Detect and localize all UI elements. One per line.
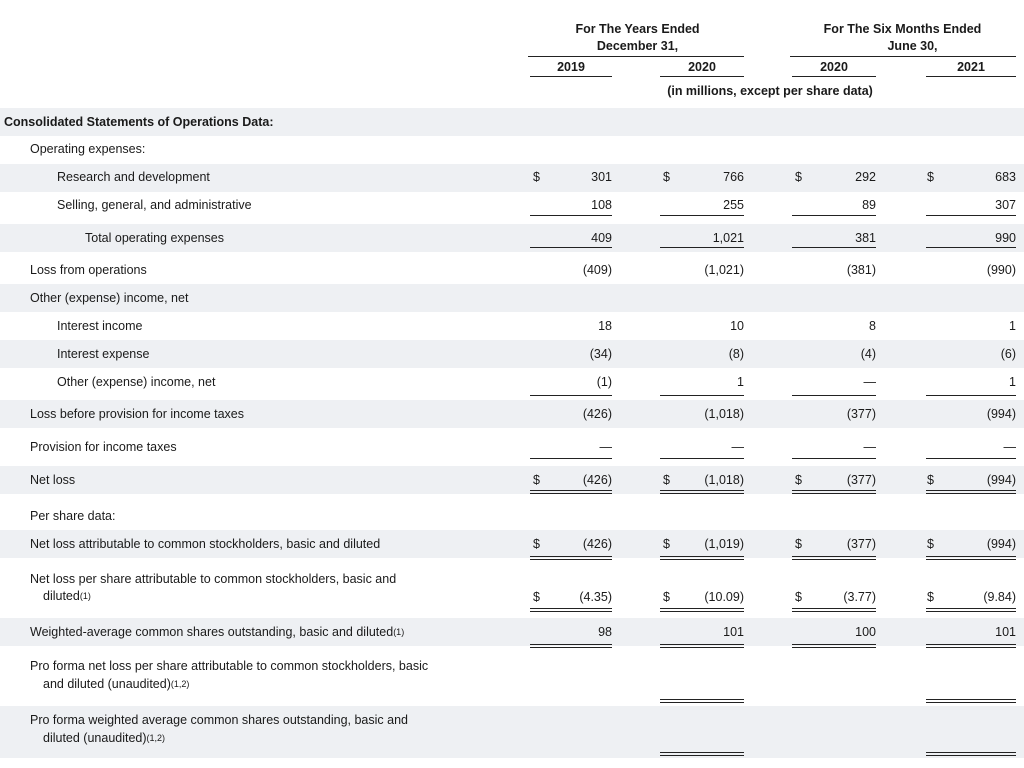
row-label-other-header: Other (expense) income, net <box>30 291 189 305</box>
table-cell: (1,018) <box>704 473 744 487</box>
underline <box>792 215 876 216</box>
dollar-sign: $ <box>663 170 670 184</box>
dollar-sign: $ <box>795 537 802 551</box>
double-underline <box>926 699 1016 703</box>
double-underline <box>792 644 876 648</box>
table-cell: (6) <box>1000 347 1016 361</box>
years-header-line2: December 31, <box>596 39 679 53</box>
table-cell: (377) <box>846 407 876 421</box>
dollar-sign: $ <box>663 473 670 487</box>
col-rule-2019 <box>530 76 612 77</box>
row-label-loss-from-ops: Loss from operations <box>30 263 147 277</box>
underline <box>926 215 1016 216</box>
col-header-2021: 2021 <box>957 60 985 74</box>
table-cell: 409 <box>591 231 612 245</box>
dollar-sign: $ <box>795 473 802 487</box>
double-underline <box>926 556 1016 560</box>
table-cell: (426) <box>582 473 612 487</box>
dollar-sign: $ <box>533 590 540 604</box>
table-cell: 18 <box>598 319 612 333</box>
underline <box>660 395 744 396</box>
double-underline <box>660 699 744 703</box>
dollar-sign: $ <box>927 473 934 487</box>
table-cell: (426) <box>582 407 612 421</box>
double-underline <box>660 644 744 648</box>
row-label-other-net: Other (expense) income, net <box>57 375 216 389</box>
row-label-operating-expenses: Operating expenses: <box>30 142 146 156</box>
row-label-net-loss: Net loss <box>30 473 76 487</box>
table-cell: 1 <box>1009 319 1016 333</box>
row-label-pro-forma-shares-cont <box>43 731 165 746</box>
col-header-2020-year: 2020 <box>688 60 716 74</box>
col-header-2019: 2019 <box>557 60 585 74</box>
underline <box>530 215 612 216</box>
years-header-rule <box>528 56 744 57</box>
table-cell: — <box>1003 440 1016 454</box>
footnote-ref: (1) <box>79 591 91 601</box>
table-cell: 100 <box>855 625 876 639</box>
double-underline <box>792 490 876 494</box>
double-underline <box>926 490 1016 494</box>
section-title: Consolidated Statements of Operations Data: <box>4 115 274 129</box>
underline <box>926 247 1016 248</box>
dollar-sign: $ <box>663 537 670 551</box>
row-label-interest-income: Interest income <box>57 319 143 333</box>
row-label-pro-forma-loss-line2: and diluted (unaudited) <box>43 677 171 691</box>
col-rule-2021 <box>926 76 1016 77</box>
table-cell: 381 <box>855 231 876 245</box>
row-label-loss-before-tax: Loss before provision for income taxes <box>30 407 244 421</box>
footnote-ref: (1) <box>393 627 405 637</box>
table-cell: (990) <box>986 263 1016 277</box>
table-cell: 292 <box>855 170 876 184</box>
table-cell: (994) <box>986 537 1016 551</box>
double-underline <box>660 556 744 560</box>
double-underline <box>792 608 876 612</box>
double-underline <box>530 490 612 494</box>
dollar-sign: $ <box>927 537 934 551</box>
dollar-sign: $ <box>533 170 540 184</box>
double-underline <box>530 608 612 612</box>
row-label-net-loss-attr: Net loss attributable to common stockholders, basic and diluted <box>30 537 381 551</box>
double-underline <box>926 608 1016 612</box>
underline <box>530 247 612 248</box>
table-cell: 10 <box>730 319 744 333</box>
dollar-sign: $ <box>927 590 934 604</box>
row-label-pro-forma-loss-cont <box>43 677 189 692</box>
table-cell: 990 <box>995 231 1016 245</box>
table-cell: — <box>731 440 744 454</box>
years-header-line1: For The Years Ended <box>575 22 700 36</box>
col-rule-2020-six <box>792 76 876 77</box>
table-cell: (9.84) <box>983 590 1016 604</box>
table-cell: (8) <box>728 347 744 361</box>
footnote-ref: (1,2) <box>170 679 190 689</box>
double-underline <box>926 644 1016 648</box>
underline <box>926 458 1016 459</box>
underline <box>530 458 612 459</box>
table-cell: 307 <box>995 198 1016 212</box>
table-cell: (994) <box>986 407 1016 421</box>
double-underline <box>792 556 876 560</box>
table-cell: (994) <box>986 473 1016 487</box>
underline <box>530 395 612 396</box>
row-label-net-loss-per-share: Net loss per share attributable to common stockholders, basic and <box>30 572 397 586</box>
table-cell: (1) <box>596 375 612 389</box>
dollar-sign: $ <box>795 590 802 604</box>
underline <box>792 395 876 396</box>
col-header-2020-six: 2020 <box>820 60 848 74</box>
table-cell: (34) <box>589 347 612 361</box>
row-label-pro-forma-loss: Pro forma net loss per share attributable to common stockholders, basic <box>30 659 429 673</box>
table-cell: (1,018) <box>704 407 744 421</box>
row-label-total-opex: Total operating expenses <box>85 231 224 245</box>
table-cell: (4) <box>860 347 876 361</box>
row-label-interest-expense: Interest expense <box>57 347 150 361</box>
table-cell: (377) <box>846 537 876 551</box>
table-cell: 98 <box>598 625 612 639</box>
dollar-sign: $ <box>927 170 934 184</box>
table-cell: 8 <box>869 319 876 333</box>
six-months-header-line1: For The Six Months Ended <box>823 22 982 36</box>
table-cell: (4.35) <box>579 590 612 604</box>
footnote-ref: (1,2) <box>146 733 166 743</box>
six-months-header-line2: June 30, <box>887 39 938 53</box>
table-cell: (1,019) <box>704 537 744 551</box>
double-underline <box>530 644 612 648</box>
table-cell: 1 <box>1009 375 1016 389</box>
row-label-weighted-avg-text: Weighted-average common shares outstanding, basic and diluted <box>30 625 394 639</box>
double-underline <box>660 752 744 756</box>
table-cell: 89 <box>862 198 876 212</box>
underline <box>792 458 876 459</box>
row-label-provision-tax: Provision for income taxes <box>30 440 177 454</box>
underline <box>660 247 744 248</box>
row-label-net-loss-per-share-line2: diluted <box>43 589 80 603</box>
dollar-sign: $ <box>795 170 802 184</box>
row-label-sga: Selling, general, and administrative <box>57 198 252 212</box>
row-label-net-loss-per-share-cont <box>43 589 91 604</box>
row-label-rnd: Research and development <box>57 170 210 184</box>
table-cell: 108 <box>591 198 612 212</box>
table-cell: (377) <box>846 473 876 487</box>
underline <box>660 215 744 216</box>
dollar-sign: $ <box>663 590 670 604</box>
underline <box>926 395 1016 396</box>
col-rule-2020-year <box>660 76 744 77</box>
table-cell: (409) <box>582 263 612 277</box>
double-underline <box>660 490 744 494</box>
underline <box>792 247 876 248</box>
table-cell: 683 <box>995 170 1016 184</box>
table-cell: — <box>863 375 876 389</box>
table-cell: (10.09) <box>704 590 744 604</box>
row-label-pro-forma-shares-line2: diluted (unaudited) <box>43 731 147 745</box>
table-cell: — <box>863 440 876 454</box>
table-cell: 1 <box>737 375 744 389</box>
dollar-sign: $ <box>533 537 540 551</box>
table-cell: — <box>599 440 612 454</box>
table-cell: 301 <box>591 170 612 184</box>
row-label-per-share: Per share data: <box>30 509 116 523</box>
table-cell: 1,021 <box>712 231 744 245</box>
double-underline <box>530 556 612 560</box>
units-note: (in millions, except per share data) <box>667 84 873 98</box>
table-cell: (426) <box>582 537 612 551</box>
table-cell: (381) <box>846 263 876 277</box>
table-cell: 766 <box>723 170 744 184</box>
double-underline <box>926 752 1016 756</box>
table-cell: 101 <box>995 625 1016 639</box>
table-cell: (3.77) <box>843 590 876 604</box>
six-months-header-rule <box>790 56 1016 57</box>
row-label-weighted-avg <box>30 625 404 640</box>
underline <box>660 458 744 459</box>
double-underline <box>660 608 744 612</box>
dollar-sign: $ <box>533 473 540 487</box>
table-cell: 101 <box>723 625 744 639</box>
row-label-pro-forma-shares: Pro forma weighted average common shares outstanding, basic and <box>30 713 408 727</box>
table-cell: 255 <box>723 198 744 212</box>
table-cell: (1,021) <box>704 263 744 277</box>
